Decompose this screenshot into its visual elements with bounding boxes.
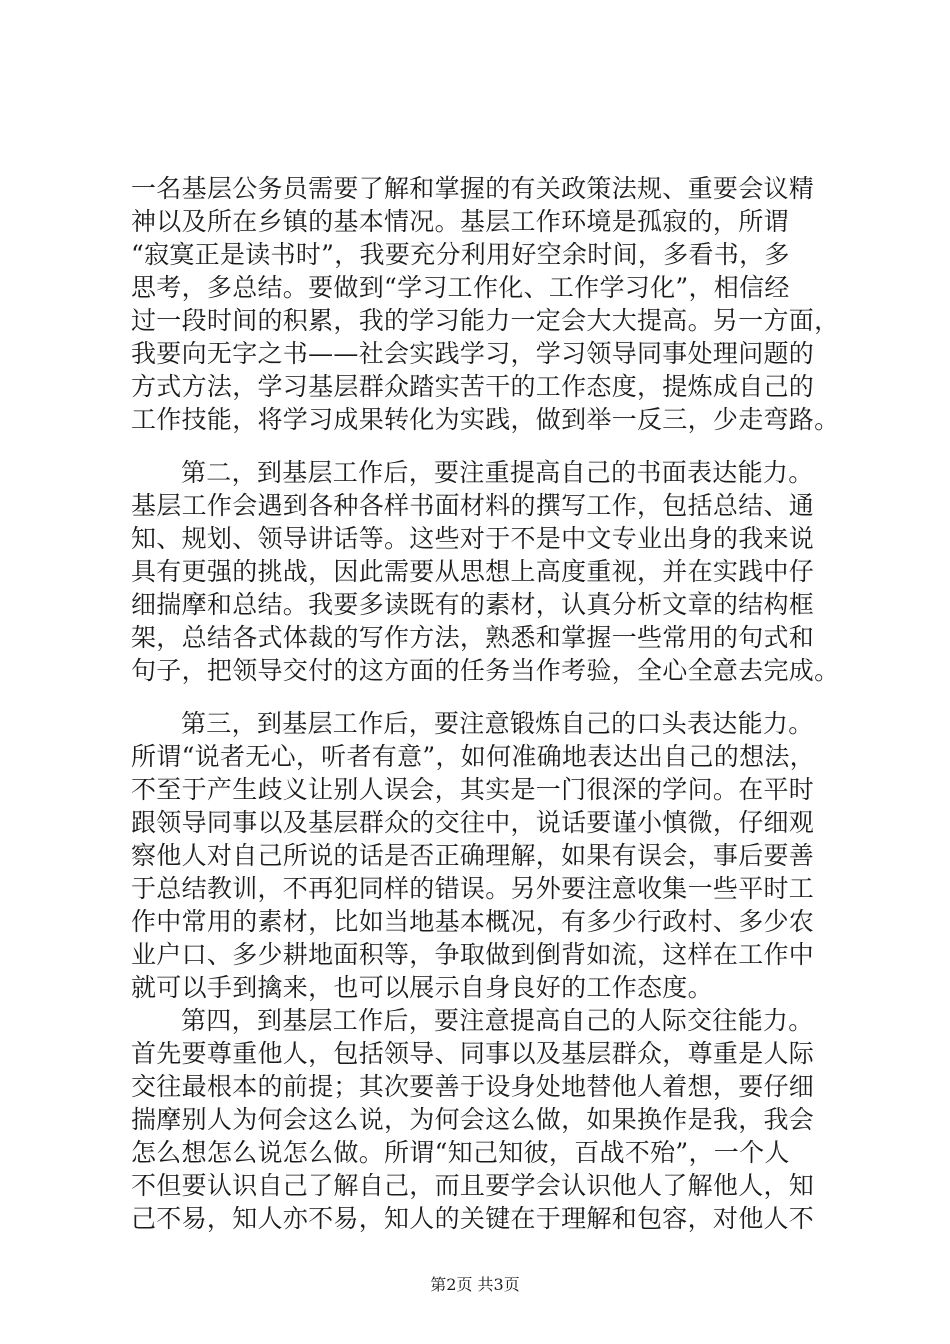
text-line: 交往最根本的前提；其次要善于设身处地替他人着想，要仔细: [131, 1072, 815, 1101]
text-line: 于总结教训，不再犯同样的错误。另外要注意收集一些平时工: [131, 874, 815, 903]
text-line: 基层工作会遇到各种各样书面材料的撰写工作，包括总结、通: [131, 491, 815, 520]
text-line: 第四，到基层工作后，要注意提高自己的人际交往能力。: [181, 1006, 814, 1035]
text-line: 作中常用的素材，比如当地基本概况，有多少行政村、多少农: [131, 907, 815, 936]
text-line: 一名基层公务员需要了解和掌握的有关政策法规、重要会议精: [131, 174, 815, 203]
text-line: 首先要尊重他人，包括领导、同事以及基层群众，尊重是人际: [131, 1039, 815, 1068]
text-line: 所谓“说者无心，听者有意”，如何准确地表达出自己的想法，: [131, 742, 815, 771]
text-line: 就可以手到擒来，也可以展示自身良好的工作态度。: [131, 973, 713, 1002]
text-line: 方式方法，学习基层群众踏实苦干的工作态度，提炼成自己的: [131, 372, 815, 401]
document-body: [131, 172, 840, 1235]
paragraph: [131, 456, 840, 687]
text-line: 不但要认识自己了解自己，而且要学会认识他人了解他人，知: [131, 1171, 815, 1200]
paragraph: [131, 1004, 831, 1235]
text-line: 察他人对自己所说的话是否正确理解，如果有误会，事后要善: [131, 841, 815, 870]
text-line: 句子，把领导交付的这方面的任务当作考验，全心全意去完成。: [131, 656, 840, 685]
text-line: 揣摩别人为何会这么说，为何会这么做，如果换作是我，我会: [131, 1105, 815, 1134]
paragraph: [131, 707, 831, 1004]
text-line: 具有更强的挑战，因此需要从思想上高度重视，并在实践中仔: [131, 557, 815, 586]
text-line: 过一段时间的积累，我的学习能力一定会大大提高。另一方面，: [131, 306, 840, 335]
text-line: 知、规划、领导讲话等。这些对于不是中文专业出身的我来说: [131, 524, 815, 553]
text-line: 思考，多总结。要做到“学习工作化、工作学习化”，相信经: [131, 273, 790, 302]
text-line: 怎么想怎么说怎么做。所谓“知己知彼，百战不殆”，一个人: [131, 1138, 790, 1167]
paragraph: [131, 172, 840, 436]
text-line: 己不易，知人亦不易，知人的关键在于理解和包容，对他人不: [131, 1204, 815, 1233]
text-line: 细揣摩和总结。我要多读既有的素材，认真分析文章的结构框: [131, 590, 815, 619]
text-line: 第三，到基层工作后，要注意锻炼自己的口头表达能力。: [181, 709, 814, 738]
text-line: 架，总结各式体裁的写作方法，熟悉和掌握一些常用的句式和: [131, 623, 815, 652]
text-line: “寂寞正是读书时”，我要充分利用好空余时间，多看书，多: [131, 240, 790, 269]
text-line: 我要向无字之书——社会实践学习，学习领导同事处理问题的: [131, 339, 815, 368]
text-line: 跟领导同事以及基层群众的交往中，说话要谨小慎微，仔细观: [131, 808, 815, 837]
text-line: 不至于产生歧义让别人误会，其实是一门很深的学问。在平时: [131, 775, 815, 804]
text-line: 第二，到基层工作后，要注重提高自己的书面表达能力。: [181, 458, 814, 487]
text-line: 神以及所在乡镇的基本情况。基层工作环境是孤寂的，所谓: [131, 207, 789, 236]
text-line: 工作技能，将学习成果转化为实践，做到举一反三，少走弯路。: [131, 405, 840, 434]
page-footer: 第2页 共3页: [430, 1275, 520, 1294]
text-line: 业户口、多少耕地面积等，争取做到倒背如流，这样在工作中: [131, 940, 815, 969]
